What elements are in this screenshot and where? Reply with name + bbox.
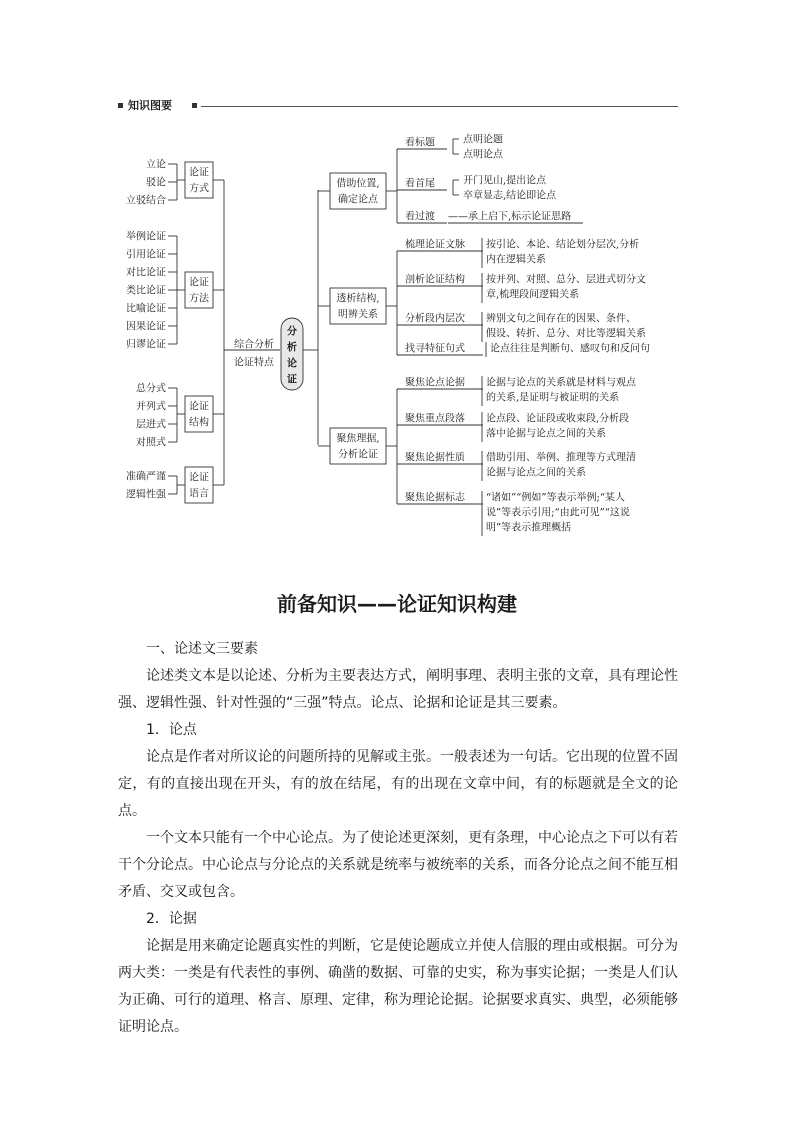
detail-text: 开门见山,提出论点 [463, 175, 547, 187]
left-group-label: 方式 [189, 183, 209, 195]
detail-text: 落中论据与论点之间的关系 [486, 428, 606, 440]
sub-branch-label: 聚焦论据标志 [405, 492, 465, 504]
paragraph: 一个文本只能有一个中心论点。为了使论述更深刻，更有条理，中心论点之下可以有若干个分论点。中心论点与分论点的关系就是统率与被统率的关系，而各分论点之间不能互相矛盾、交叉或包含。 [118, 830, 678, 900]
detail-text: 章,梳理段间逻辑关系 [486, 289, 580, 301]
sub-branch-label: 聚焦论点论据 [405, 377, 465, 389]
header-square-icon [118, 103, 123, 108]
left-item-label: 比喻论证 [126, 303, 166, 315]
paragraph: 论据是用来确定论题真实性的判断，它是使论题成立并使人信服的理由或根据。可分为两大类：一类是有代表性的事例、确凿的数据、可靠的史实，称为事实论据；一类是人们认为正确、可行的道理、格言、原理、定律，称为理论论据。论据要求真实、典型，必须能够证明论点。 [118, 938, 678, 1035]
detail-text: 说”等表示引用;“由此可见”“这说 [486, 507, 630, 519]
detail-text: “诸如”“例如”等表示举例;“某人 [486, 492, 625, 504]
subheading-thesis: 1．论点 [146, 722, 197, 738]
center-hub-label: 分 [287, 326, 297, 338]
detail-text: ——承上启下,标示论证思路 [448, 211, 572, 223]
sub-branch-label: 看过渡 [405, 211, 435, 223]
detail-text: 卒章显志,结论即论点 [463, 190, 557, 202]
sub-branch-label: 梳理论证文脉 [405, 239, 465, 251]
detail-text: 论点往往是判断句、感叹句和反问句 [490, 343, 650, 355]
detail-text: 论据与论点之间的关系 [486, 467, 586, 479]
left-item-label: 并列式 [136, 401, 166, 413]
branch-label: 透析结构, [336, 293, 380, 305]
section-title: 前备知识——论证知识构建 [277, 592, 517, 616]
detail-text: 点明论题 [463, 134, 503, 146]
section-header-label: 知识图要 [128, 99, 172, 112]
left-item-label: 准确严谨 [126, 471, 166, 483]
middle-label: 综合分析 [234, 339, 274, 351]
detail-text: 论据与论点的关系就是材料与观点 [486, 377, 636, 389]
left-item-label: 引用论证 [126, 249, 166, 261]
heading-three-elements: 一、论述文三要素 [146, 641, 258, 657]
detail-text: 按并列、对照、总分、层进式切分文 [486, 274, 646, 286]
knowledge-mindmap [0, 120, 794, 540]
center-hub-label: 析 [287, 342, 297, 354]
left-group-label: 论证 [189, 277, 209, 289]
left-group-label: 结构 [189, 417, 209, 429]
detail-text: 内在逻辑关系 [486, 254, 546, 266]
left-group-label: 方法 [189, 293, 209, 305]
detail-text: 的关系,是证明与被证明的关系 [486, 392, 620, 404]
branch-label: 明辨关系 [338, 309, 378, 321]
left-item-label: 立论 [146, 159, 166, 171]
left-item-label: 立驳结合 [126, 195, 166, 207]
left-group-label: 论证 [189, 472, 209, 484]
detail-text: 明”等表示推理概括 [486, 522, 572, 534]
sub-branch-label: 剖析论证结构 [405, 274, 465, 286]
left-item-label: 驳论 [146, 177, 166, 189]
left-item-label: 归谬论证 [126, 339, 166, 351]
sub-branch-label: 看首尾 [405, 178, 435, 190]
paragraph: 论述类文本是以论述、分析为主要表达方式，阐明事理、表明主张的文章，具有理论性强、逻辑性强、针对性强的“三强”特点。论点、论据和论证是其三要素。 [118, 668, 678, 711]
left-group-label: 论证 [189, 167, 209, 179]
sub-branch-label: 聚焦论据性质 [405, 452, 465, 464]
center-hub-label: 论 [287, 358, 297, 370]
sub-branch-label: 聚焦重点段落 [405, 413, 465, 425]
detail-text: 按引论、本论、结论划分层次,分析 [486, 239, 640, 251]
sub-branch-label: 分析段内层次 [405, 313, 465, 325]
detail-text: 辨别文句之间存在的因果、条件、 [486, 313, 636, 325]
left-item-label: 类比论证 [126, 285, 166, 297]
sub-branch-label: 找寻特征句式 [405, 343, 465, 355]
branch-label: 分析论证 [338, 449, 378, 461]
left-item-label: 逻辑性强 [126, 489, 166, 501]
header-rule [201, 106, 678, 107]
center-hub-label: 证 [287, 374, 297, 386]
left-group-label: 语言 [189, 488, 209, 500]
detail-text: 点明论点 [463, 149, 503, 161]
left-item-label: 举例论证 [126, 231, 166, 243]
left-item-label: 对比论证 [126, 267, 166, 279]
detail-text: 假设、转折、总分、对比等逻辑关系 [486, 328, 646, 340]
left-item-label: 对照式 [136, 437, 166, 449]
branch-label: 借助位置, [336, 178, 380, 190]
detail-text: 借助引用、举例、推理等方式理清 [486, 452, 636, 464]
branch-label: 聚焦理据, [336, 433, 380, 445]
middle-label: 论证特点 [234, 357, 274, 369]
branch-label: 确定论点 [338, 194, 378, 206]
section-header [118, 98, 678, 114]
paragraph: 论点是作者对所议论的问题所持的见解或主张。一般表述为一句话。它出现的位置不固定，有的直接出现在开头，有的放在结尾，有的出现在文章中间，有的标题就是全文的论点。 [118, 749, 678, 819]
subheading-evidence: 2．论据 [146, 911, 197, 927]
left-item-label: 因果论证 [126, 321, 166, 333]
body-text [118, 636, 678, 1041]
sub-branch-label: 看标题 [405, 137, 435, 149]
left-group-label: 论证 [189, 401, 209, 413]
left-item-label: 总分式 [136, 383, 166, 395]
left-item-label: 层进式 [136, 419, 166, 431]
detail-text: 论点段、论证段或收束段,分析段 [486, 413, 630, 425]
header-square-icon [192, 103, 197, 108]
